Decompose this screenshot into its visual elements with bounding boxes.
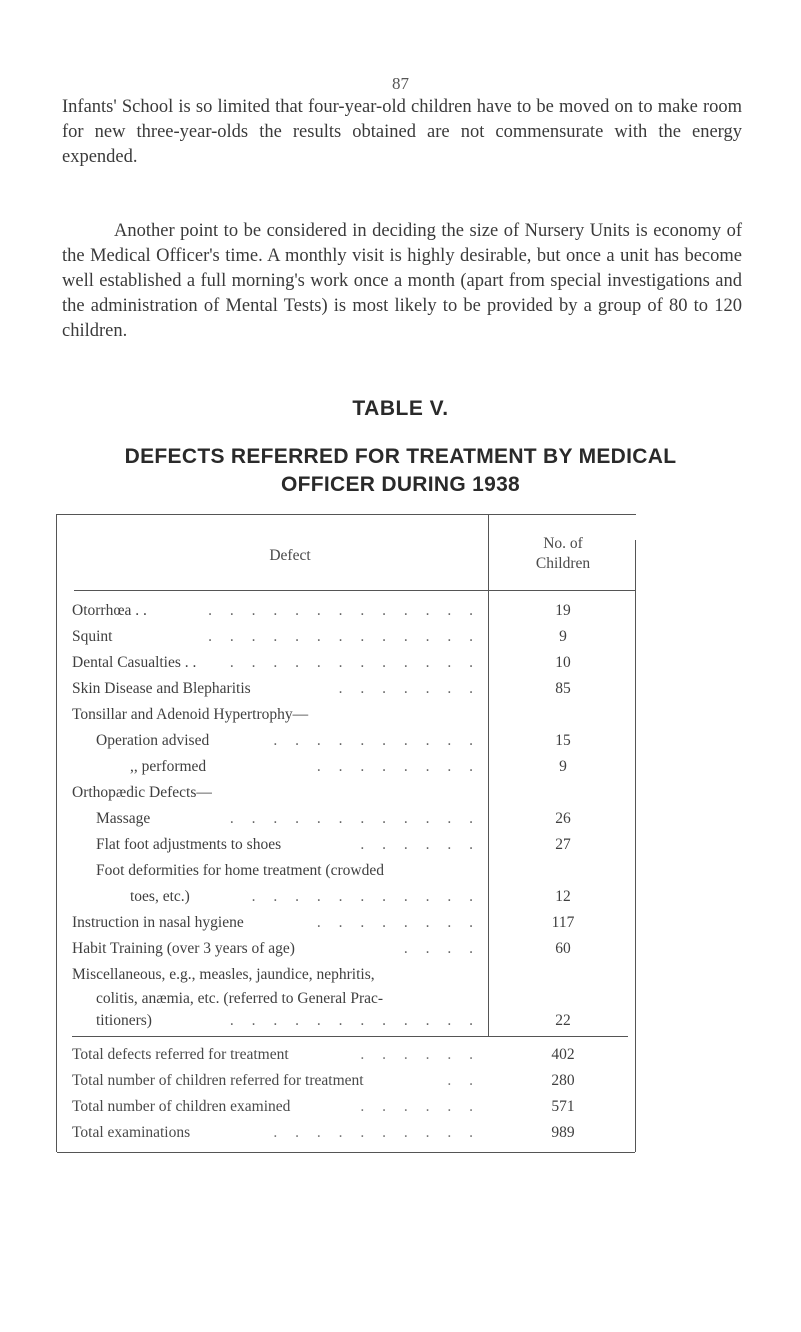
row-label: Orthopædic Defects— bbox=[72, 784, 212, 801]
table-title bbox=[0, 443, 801, 499]
table-title-line-2: OFFICER DURING 1938 bbox=[280, 473, 521, 496]
row-value: 15 bbox=[555, 732, 571, 749]
table-row: Flat foot adjustments to shoes . . . . . . bbox=[96, 836, 480, 853]
row-label: toes, etc.) bbox=[130, 888, 190, 905]
table-top-rule bbox=[56, 514, 636, 515]
header-children bbox=[500, 534, 626, 574]
table-row: ,, performed . . . . . . . . bbox=[130, 758, 480, 775]
total-label: Total examinations bbox=[72, 1124, 191, 1141]
header-children-line-1: No. of bbox=[543, 535, 583, 552]
row-label: Miscellaneous, e.g., measles, jaundice, nephritis, bbox=[72, 966, 375, 983]
total-row: Total examinations . . . . . . . . . . bbox=[72, 1124, 480, 1141]
row-value: 117 bbox=[551, 914, 575, 931]
row-value: 27 bbox=[555, 836, 571, 853]
row-label: colitis, anæmia, etc. (referred to General Prac- bbox=[96, 990, 384, 1007]
total-row: Total number of children referred for treatment . . bbox=[72, 1072, 480, 1089]
row-label: Flat foot adjustments to shoes bbox=[96, 836, 282, 853]
row-value: 19 bbox=[555, 602, 571, 619]
table-row: Skin Disease and Blepharitis . . . . . . . bbox=[72, 680, 480, 697]
column-divider bbox=[488, 514, 489, 1036]
total-label: Total defects referred for treatment bbox=[72, 1046, 289, 1063]
total-row: Total defects referred for treatment . . . . . . bbox=[72, 1046, 480, 1063]
table-row bbox=[72, 706, 488, 730]
row-value: 12 bbox=[555, 888, 571, 905]
total-value: 280 bbox=[551, 1072, 575, 1089]
row-label: Tonsillar and Adenoid Hypertrophy— bbox=[72, 706, 309, 723]
table-row: Squint . . . . . . . . . . . . . bbox=[72, 628, 480, 645]
header-children-line-2: Children bbox=[535, 555, 591, 572]
body-divider bbox=[72, 1036, 488, 1037]
row-label: Operation advised bbox=[96, 732, 210, 749]
total-value: 571 bbox=[551, 1098, 575, 1115]
table-row: toes, etc.) . . . . . . . . . . . bbox=[130, 888, 480, 905]
total-label: Total number of children referred for treatment bbox=[72, 1072, 364, 1089]
table-row: Dental Casualties . . . . . . . . . . . . . . bbox=[72, 654, 480, 671]
row-label: Instruction in nasal hygiene bbox=[72, 914, 244, 931]
row-value: 9 bbox=[559, 758, 567, 775]
row-label: Otorrhœa . . bbox=[72, 602, 147, 619]
table-row bbox=[72, 784, 488, 808]
table-row: Massage . . . . . . . . . . . . bbox=[96, 810, 480, 827]
row-value: 26 bbox=[555, 810, 571, 827]
row-label: Squint bbox=[72, 628, 113, 645]
total-value: 989 bbox=[551, 1124, 575, 1141]
page-number: 87 bbox=[392, 74, 409, 93]
row-value: 10 bbox=[555, 654, 571, 671]
table-bottom-rule bbox=[57, 1152, 635, 1153]
table-row bbox=[72, 990, 488, 1014]
row-label: ,, performed bbox=[130, 758, 207, 775]
table-row bbox=[72, 862, 488, 886]
paragraph-1: Infants' School is so limited that four-year-old children have to be moved on to make room for new three-year-olds the results obtained are not commensurate with the energy expended. bbox=[62, 97, 742, 167]
table-row: Habit Training (over 3 years of age) . . . . bbox=[72, 940, 480, 957]
row-label: titioners) bbox=[96, 1012, 152, 1029]
row-label: Foot deformities for home treatment (crowded bbox=[96, 862, 384, 879]
table-label: TABLE V. bbox=[352, 397, 449, 420]
totals-divider bbox=[488, 1036, 628, 1037]
row-value: 85 bbox=[555, 680, 571, 697]
header-defect: Defect bbox=[269, 547, 311, 564]
table-row: Otorrhœa . . . . . . . . . . . . . . . bbox=[72, 602, 480, 619]
table-row: Instruction in nasal hygiene . . . . . . . . bbox=[72, 914, 480, 931]
paragraph-2: Another point to be considered in deciding the size of Nursery Units is economy of the Medical Officer's time. A monthly visit is highly desirable, but once a unit has become well established a full morning's work once a month (apart from special investigations and the administration of Mental Tests) is most likely to be provided by a group of 80 to 120 children. bbox=[62, 221, 742, 341]
total-row: Total number of children examined . . . . . . bbox=[72, 1098, 480, 1115]
row-value: 9 bbox=[559, 628, 567, 645]
row-label: Skin Disease and Blepharitis bbox=[72, 680, 251, 697]
table-row bbox=[72, 966, 488, 990]
row-label: Massage bbox=[96, 810, 151, 827]
row-label: Habit Training (over 3 years of age) bbox=[72, 940, 295, 957]
row-label: Dental Casualties . . bbox=[72, 654, 197, 671]
row-value: 60 bbox=[555, 940, 571, 957]
header-divider bbox=[74, 590, 635, 591]
table-title-line-1: DEFECTS REFERRED FOR TREATMENT BY MEDICAL bbox=[124, 445, 677, 468]
table-left-rule bbox=[56, 514, 57, 1152]
row-value: 22 bbox=[555, 1012, 571, 1029]
table-row: Operation advised . . . . . . . . . . bbox=[96, 732, 480, 749]
total-value: 402 bbox=[551, 1046, 575, 1063]
total-label: Total number of children examined bbox=[72, 1098, 291, 1115]
table-row: titioners) . . . . . . . . . . . . bbox=[96, 1012, 480, 1029]
